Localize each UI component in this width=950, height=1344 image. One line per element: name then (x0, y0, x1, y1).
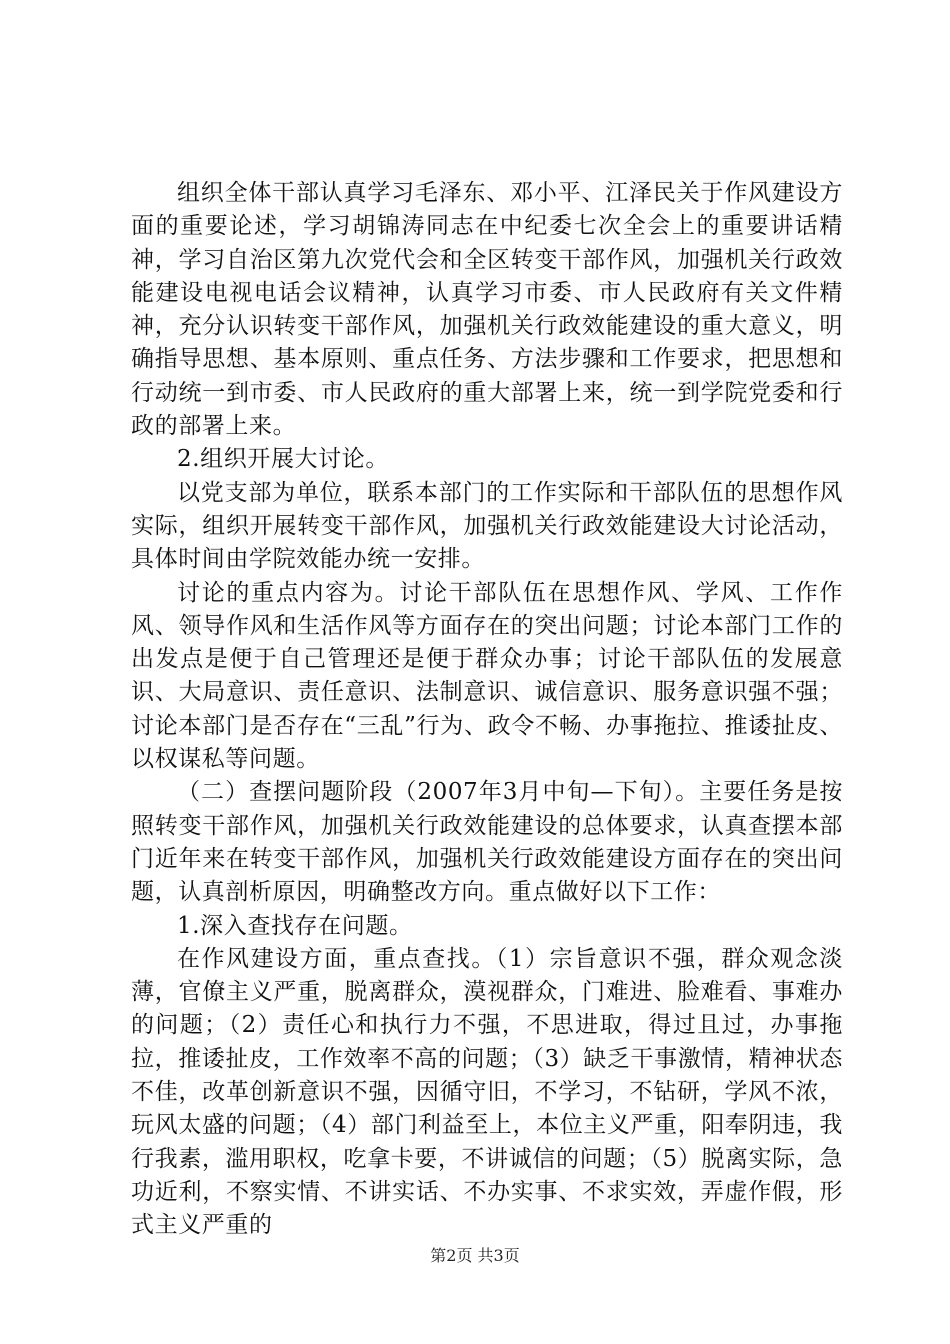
paragraph-party-branch: 以党支部为单位，联系本部门的工作实际和干部队伍的思想作风实际，组织开展转变干部作风，加强机关行政效能建设大讨论活动，具体时间由学院效能办统一安排。 (131, 479, 843, 573)
document-body (131, 177, 843, 1243)
paragraph-review-stage: （二）查摆问题阶段（2007年3月中旬—下旬）。主要任务是按照转变干部作风，加强机关行政效能建设的总体要求，认真查摆本部门近年来在转变干部作风，加强机关行政效能建设方面存在的突出问题，认真剖析原因，明确整改方向。重点做好以下工作： (131, 779, 843, 906)
heading-discussion: 2.组织开展大讨论。 (177, 446, 389, 473)
heading-find-problems: 1.深入查找存在问题。 (177, 912, 413, 939)
paragraph-study: 组织全体干部认真学习毛泽东、邓小平、江泽民关于作风建设方面的重要论述，学习胡锦涛同志在中纪委七次全会上的重要讲话精神，学习自治区第九次党代会和全区转变干部作风，加强机关行政效能建设电视电话会议精神，认真学习市委、市人民政府有关文件精神，充分认识转变干部作风，加强机关行政效能建设的重大意义，明确指导思想、基本原则、重点任务、方法步骤和工作要求，把思想和行动统一到市委、市人民政府的重大部署上来，统一到学院党委和行政的部署上来。 (131, 180, 843, 440)
paragraph-style-problems: 在作风建设方面，重点查找。（1）宗旨意识不强，群众观念淡薄，官僚主义严重，脱离群众，漠视群众，门难进、脸难看、事难办的问题；（2）责任心和执行力不强，不思进取，得过且过，办事拖拉，推诿扯皮，工作效率不高的问题；（3）缺乏干事激情，精神状态不佳，改革创新意识不强，因循守旧，不学习，不钻研，学风不浓，玩风太盛的问题；（4）部门利益至上，本位主义严重，阳奉阴违，我行我素，滥用职权，吃拿卡要，不讲诚信的问题；（5）脱离实际，急功近利，不察实情、不讲实话、不办实事、不求实效，弄虚作假，形式主义严重的 (131, 945, 843, 1239)
page-number-footer: 第2页 共3页 (430, 1246, 520, 1265)
paragraph-discussion-focus: 讨论的重点内容为。讨论干部队伍在思想作风、学风、工作作风、领导作风和生活作风等方面存在的突出问题；讨论本部门工作的出发点是便于自己管理还是便于群众办事；讨论干部队伍的发展意识、大局意识、责任意识、法制意识、诚信意识、服务意识强不强；讨论本部门是否存在“三乱”行为、政令不畅、办事拖拉、推诿扯皮、以权谋私等问题。 (131, 579, 843, 773)
